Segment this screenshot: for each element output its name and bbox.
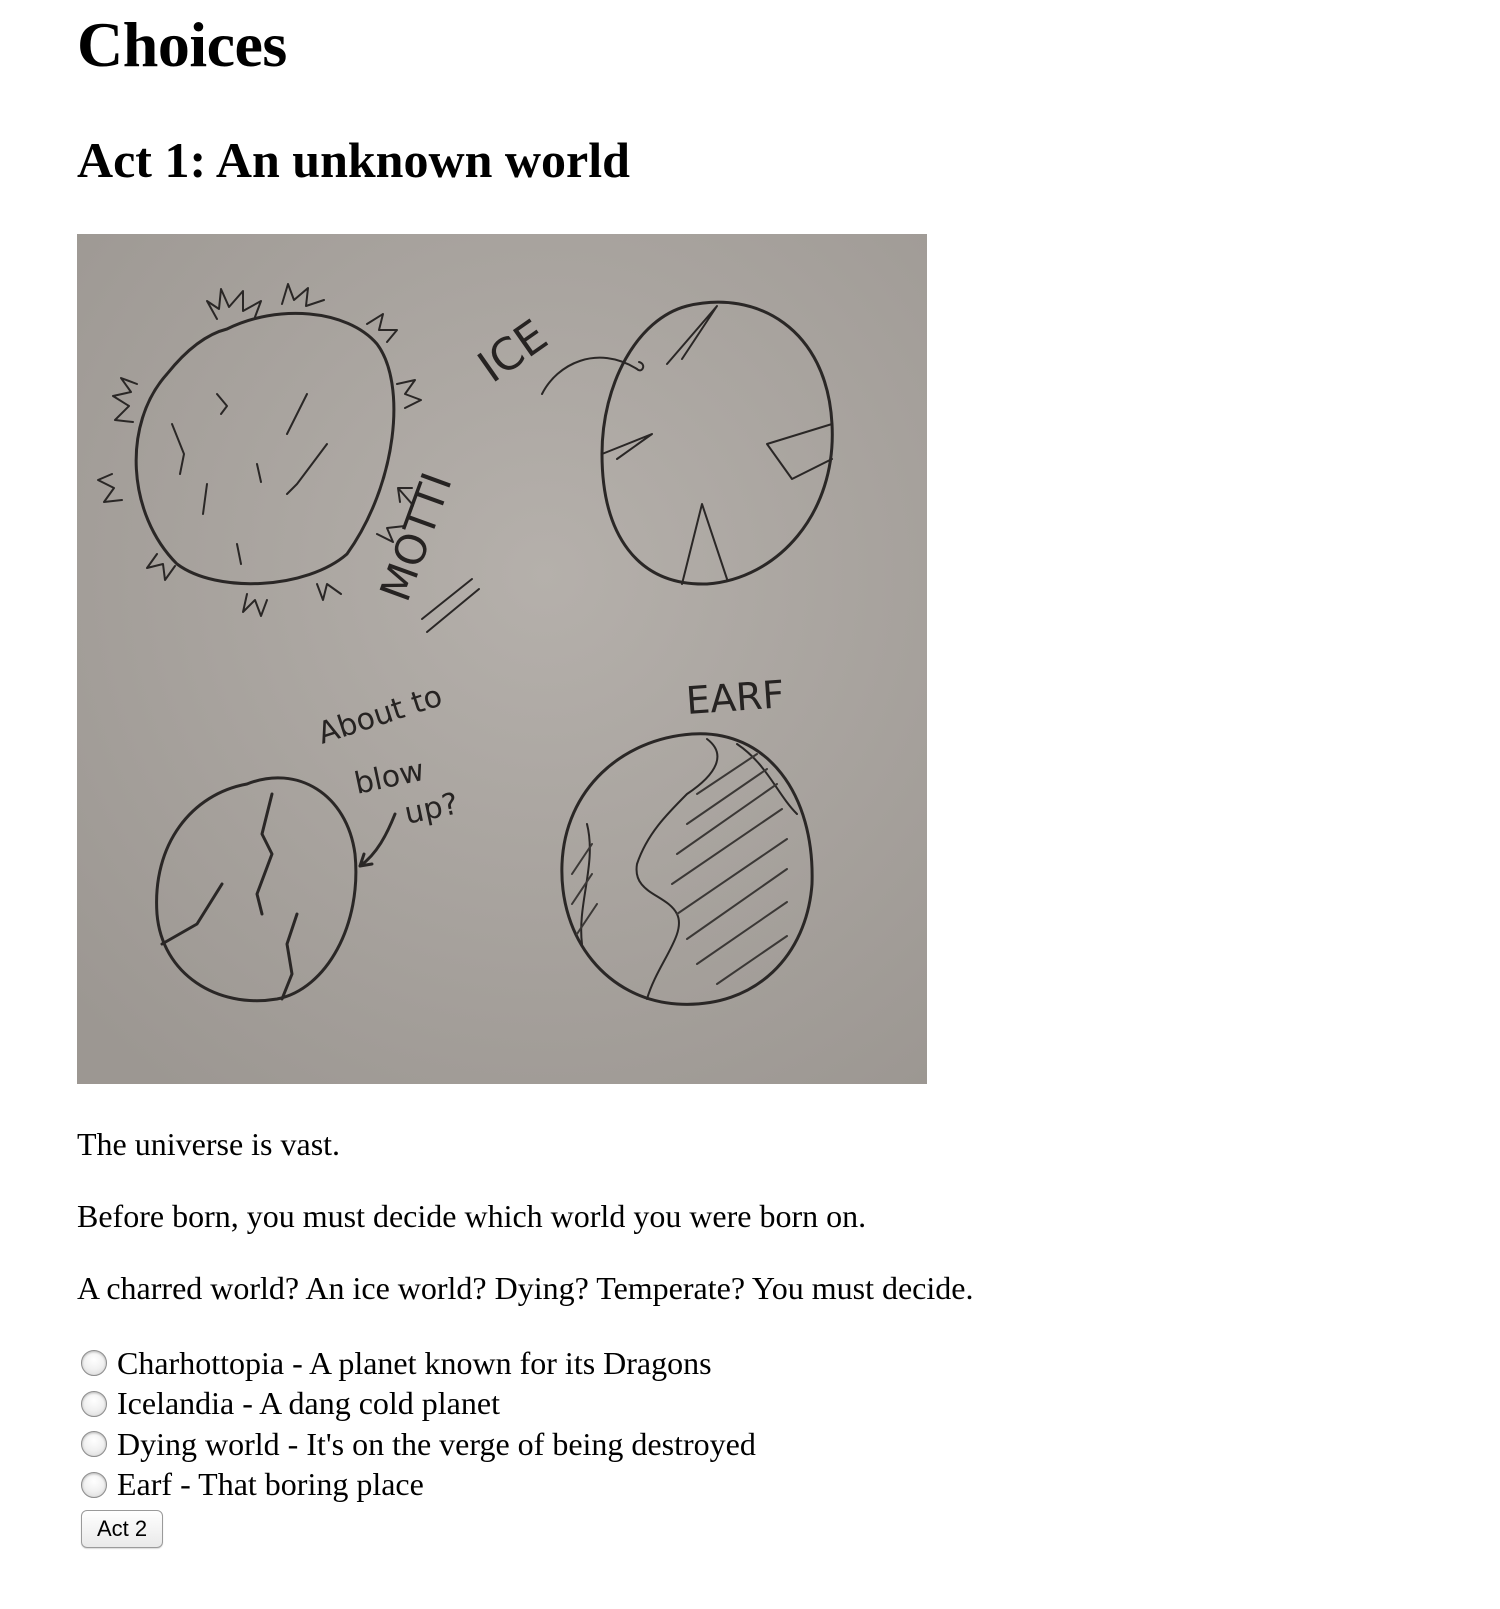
page-title: Choices [77,9,287,80]
up-label: up? [401,786,462,832]
choice-label[interactable]: Dying world - It's on the verge of being destroyed [117,1425,756,1462]
planets-sketch-image [77,234,927,1084]
planets-drawing [77,234,927,1084]
choice-label[interactable]: Earf - That boring place [117,1466,424,1503]
ice-label: ICE [469,310,557,394]
story-line-2: Before born, you must decide which world you were born on. [77,1198,867,1234]
charhottopia-radio[interactable] [81,1350,107,1376]
choice-dying-world[interactable] [77,1424,756,1465]
act-2-button[interactable]: Act 2 [81,1510,163,1548]
earf-label: EARF [684,672,786,723]
choice-earf[interactable] [77,1465,756,1506]
choice-icelandia[interactable] [77,1384,756,1425]
choice-charhottopia[interactable] [77,1343,756,1384]
world-choice-group [77,1343,756,1505]
blow-label: blow [351,752,428,802]
motti-label: MOTTI [370,466,462,608]
about-to-label: About to [313,678,447,752]
earf-radio[interactable] [81,1472,107,1498]
act-heading: Act 1: An unknown world [77,132,630,188]
choice-label[interactable]: Charhottopia - A planet known for its Dragons [117,1344,712,1381]
story-line-3: A charred world? An ice world? Dying? Temperate? You must decide. [77,1270,974,1306]
story-line-1: The universe is vast. [77,1126,341,1162]
icelandia-radio[interactable] [81,1391,107,1417]
dying-world-radio[interactable] [81,1431,107,1457]
choice-label[interactable]: Icelandia - A dang cold planet [117,1385,500,1422]
